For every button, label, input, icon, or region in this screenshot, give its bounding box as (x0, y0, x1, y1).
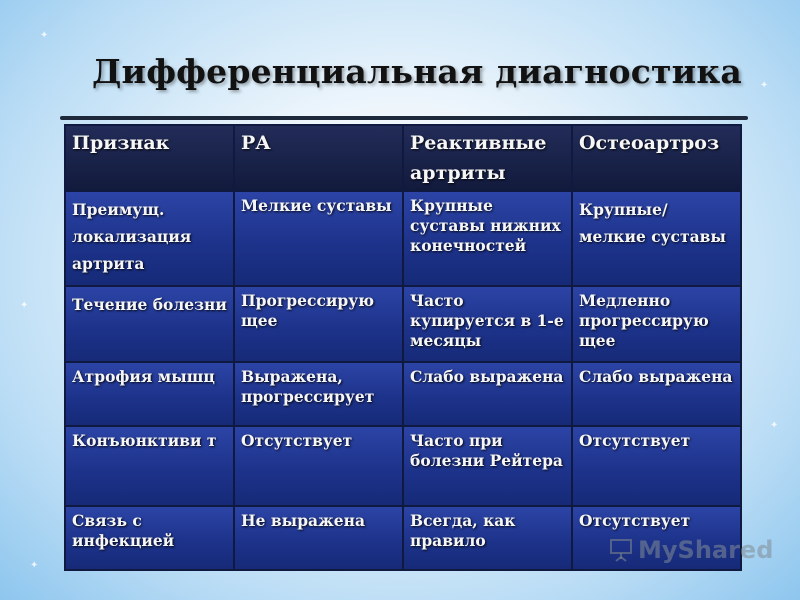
table-cell: Мелкие суставы (235, 192, 402, 285)
sparkle-decoration: ✦ (40, 30, 49, 41)
table-row (66, 287, 740, 361)
sparkle-decoration: ✦ (770, 420, 779, 431)
table-cell: Часто купируется в 1-е месяцы (404, 287, 571, 361)
sparkle-decoration: ✦ (760, 80, 769, 91)
table-cell: Конъюнктиви т (66, 427, 233, 505)
table-cell: Прогрессирую щее (235, 287, 402, 361)
table-row (66, 192, 740, 285)
header-cell-osteoarthritis: Остеоартроз (573, 126, 740, 190)
table-cell: Крупные суставы нижних конечностей (404, 192, 571, 285)
table-cell: Часто при болезни Рейтера (404, 427, 571, 505)
header-cell-ra: РА (235, 126, 402, 190)
sparkle-decoration: ✦ (30, 560, 39, 571)
table-cell: Выражена, прогрессирует (235, 363, 402, 425)
table-cell: Течение болезни (66, 287, 233, 361)
table-header-row (66, 126, 740, 190)
table-cell: Отсутствует (573, 507, 740, 569)
table-cell: Всегда, как правило (404, 507, 571, 569)
title-underline (60, 116, 748, 120)
table-row (66, 427, 740, 505)
slide-title: Дифференциальная диагностика (92, 52, 742, 91)
table-cell: Отсутствует (235, 427, 402, 505)
table-cell: Не выражена (235, 507, 402, 569)
table-cell: Связь с инфекцией (66, 507, 233, 569)
watermark-text: MyShared (638, 536, 774, 564)
table-cell: Преимущ. локализация артрита (66, 192, 233, 285)
table-cell: Отсутствует (573, 427, 740, 505)
header-cell-feature: Признак (66, 126, 233, 190)
table-cell: Слабо выражена (573, 363, 740, 425)
table-cell: Крупные/ мелкие суставы (573, 192, 740, 285)
table-row (66, 363, 740, 425)
sparkle-decoration: ✦ (20, 300, 29, 311)
watermark-logo (608, 536, 773, 564)
table-cell: Атрофия мышц (66, 363, 233, 425)
table-cell: Медленно прогрессирую щее (573, 287, 740, 361)
table-cell: Слабо выражена (404, 363, 571, 425)
presentation-board-icon (608, 537, 634, 563)
header-cell-reactive-arthritis: Реактивные артриты (404, 126, 571, 190)
comparison-table (64, 124, 742, 571)
